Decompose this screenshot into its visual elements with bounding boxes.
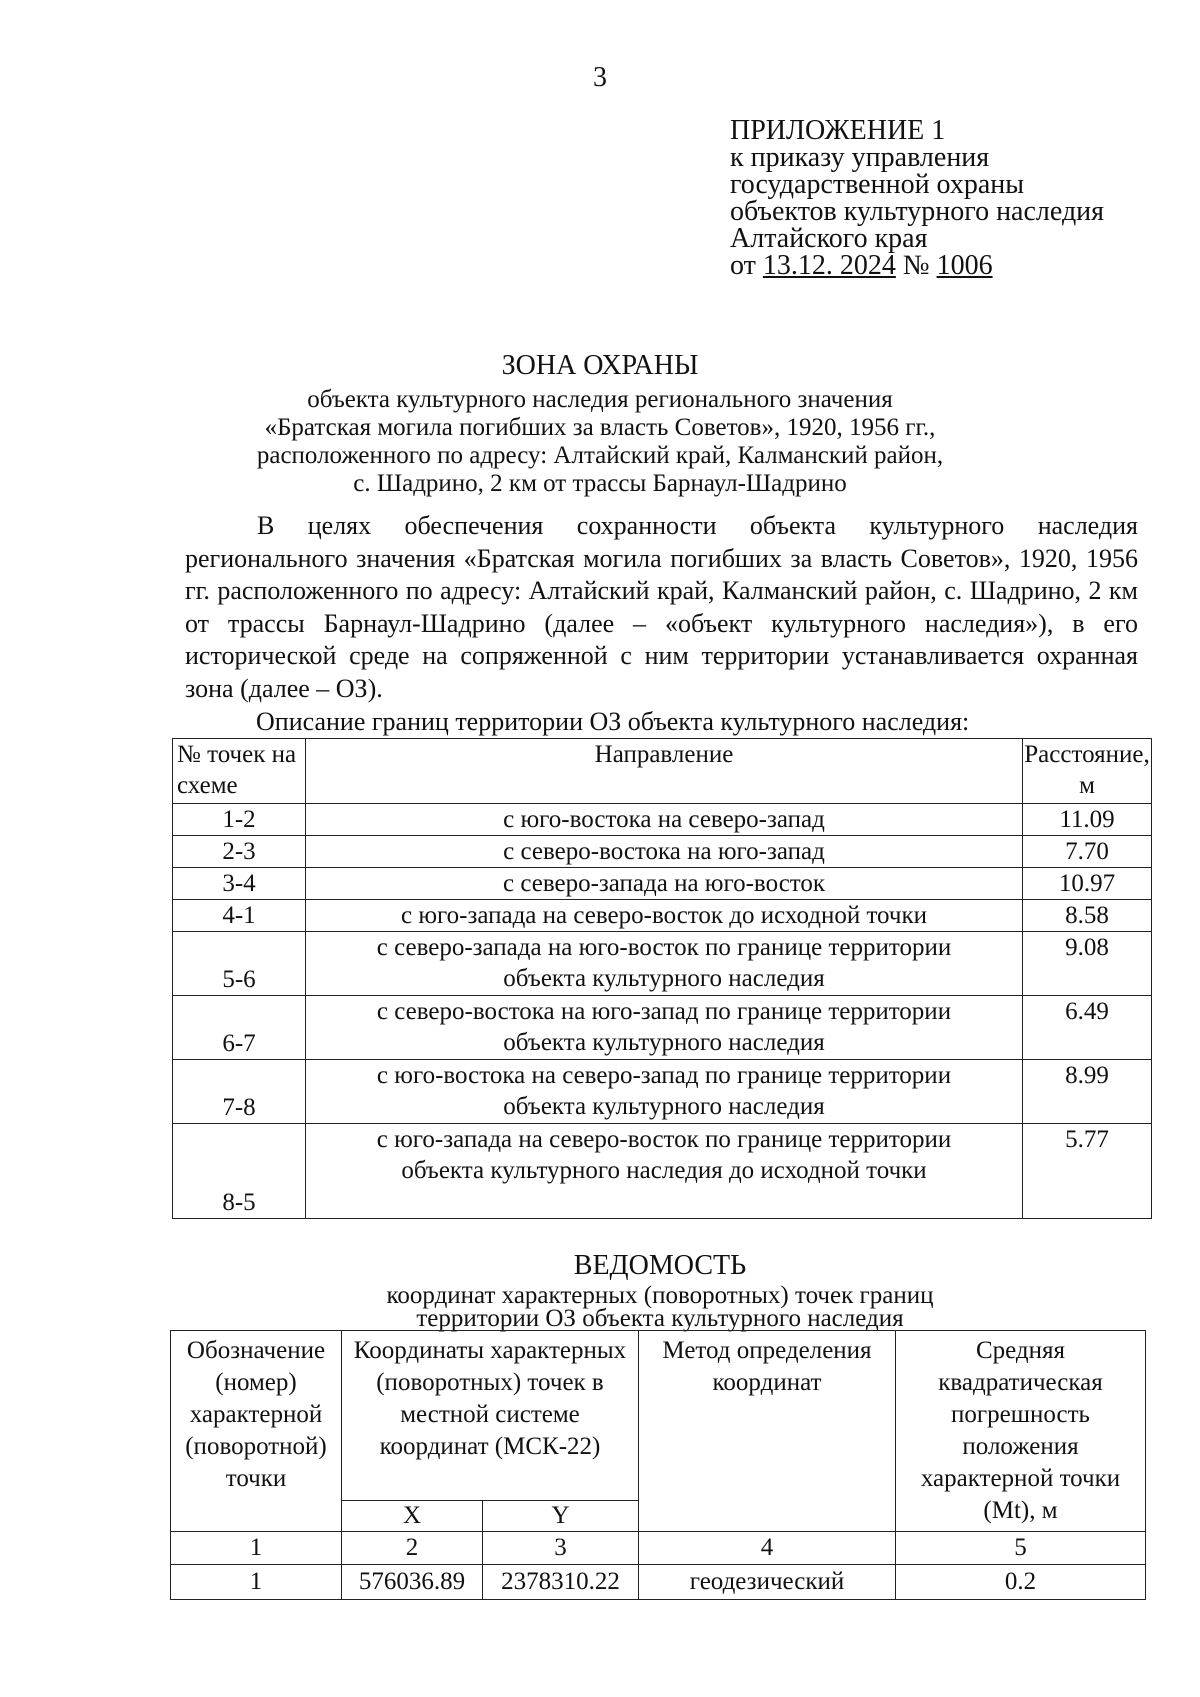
- cell-distance: 9.08: [1023, 932, 1152, 996]
- cell-points: 8-5: [173, 1124, 306, 1219]
- cell-direction: с юго-запада на северо-восток до исходной точки: [306, 900, 1023, 932]
- header-coordinates: Координаты характерных (поворотных) точек в местной системе координат (МСК-22): [342, 1331, 639, 1501]
- cell-points: 5-6: [173, 932, 306, 996]
- vedomost-subtitle-line: координат характерных (поворотных) точек границ: [386, 1282, 934, 1309]
- cell-direction: с северо-востока на юго-запад по границе территории объекта культурного наследия: [306, 996, 1023, 1060]
- coordinates-table: [170, 1330, 1146, 1600]
- table-header-row: [171, 1331, 1146, 1501]
- cell-direction: с юго-востока на северо-запад: [306, 804, 1023, 836]
- table-row: [173, 804, 1152, 836]
- column-number: 5: [896, 1532, 1146, 1565]
- cell-direction: с юго-востока на северо-запад по границе территории объекта культурного наследия: [306, 1060, 1023, 1124]
- column-number-row: [171, 1532, 1146, 1565]
- cell-point: 1: [171, 1565, 342, 1600]
- header-error: Средняя квадратическая погрешность положения характерной точки (Mt), м: [896, 1331, 1146, 1532]
- cell-points: 4-1: [173, 900, 306, 932]
- column-number: 4: [639, 1532, 896, 1565]
- appendix-title: ПРИЛОЖЕНИЕ 1: [730, 115, 946, 146]
- vedomost-subtitle-line: территории ОЗ объекта культурного наследия: [416, 1305, 904, 1332]
- table-row: [173, 900, 1152, 932]
- order-number: 1006: [936, 250, 993, 281]
- cell-direction: с северо-запада на юго-восток по границе территории объекта культурного наследия: [306, 932, 1023, 996]
- appendix-line: государственной охраны: [730, 169, 1025, 200]
- cell-y: 2378310.22: [483, 1565, 639, 1600]
- cell-points: 3-4: [173, 868, 306, 900]
- table-row: [173, 836, 1152, 868]
- column-number: 1: [171, 1532, 342, 1565]
- cell-error: 0.2: [896, 1565, 1146, 1600]
- appendix-line: объектов культурного наследия: [730, 196, 1105, 227]
- header-method: Метод определения координат: [639, 1331, 896, 1532]
- boundary-caption: Описание границ территории ОЗ объекта культурного наследия:: [256, 707, 970, 736]
- table-row: [173, 932, 1152, 996]
- appendix-header: [730, 117, 1104, 279]
- intro-text: В целях обеспечения сохранности объекта культурного наследия регионального значения «Братская могила погибших за власть Советов», 1920, 1956 гг. расположенного по адресу: Алтайский край, Калманский район, с. Шадрино, 2 км от трассы Барнаул-Шадрино (далее – «объект культурного наследия»), в его исторической среде на сопряженной с ним территории устанавливается охранная зона (далее – ОЗ).: [185, 511, 1138, 703]
- intro-paragraph: [185, 510, 1138, 705]
- cell-points: 1-2: [173, 804, 306, 836]
- number-sign: №: [902, 250, 930, 281]
- cell-distance: 10.97: [1023, 868, 1152, 900]
- cell-distance: 5.77: [1023, 1124, 1152, 1219]
- table-row: [173, 1060, 1152, 1124]
- cell-distance: 11.09: [1023, 804, 1152, 836]
- cell-direction: с северо-востока на юго-запад: [306, 836, 1023, 868]
- header-x: X: [342, 1501, 483, 1532]
- table-row: [173, 868, 1152, 900]
- header-points: № точек на схеме: [173, 739, 306, 804]
- zone-subtitle-line: расположенного по адресу: Алтайский край, Калманский район,: [256, 442, 944, 469]
- cell-points: 2-3: [173, 836, 306, 868]
- table-row: [171, 1565, 1146, 1600]
- table-header-row: [173, 739, 1152, 804]
- column-number: 2: [342, 1532, 483, 1565]
- cell-method: геодезический: [639, 1565, 896, 1600]
- header-y: Y: [483, 1501, 639, 1532]
- header-distance: Расстояние, м: [1023, 739, 1152, 804]
- cell-direction: с северо-запада на юго-восток: [306, 868, 1023, 900]
- cell-x: 576036.89: [342, 1565, 483, 1600]
- page-number: 3: [593, 62, 607, 93]
- date-prefix: от: [730, 250, 756, 281]
- column-number: 3: [483, 1532, 639, 1565]
- appendix-line: к приказу управления: [730, 142, 990, 173]
- header-direction: Направление: [306, 739, 1023, 804]
- cell-distance: 8.99: [1023, 1060, 1152, 1124]
- cell-distance: 8.58: [1023, 900, 1152, 932]
- cell-direction: с юго-запада на северо-восток по границе территории объекта культурного наследия до исходной точки: [306, 1124, 1023, 1219]
- cell-distance: 6.49: [1023, 996, 1152, 1060]
- order-date: 13.12. 2024: [762, 250, 896, 281]
- appendix-date-line: [730, 252, 1104, 279]
- appendix-line: Алтайского края: [730, 223, 928, 254]
- zone-subtitle-line: с. Шадрино, 2 км от трассы Барнаул-Шадрино: [353, 470, 847, 497]
- vedomost-title: ВЕДОМОСТЬ: [573, 1250, 747, 1281]
- zone-subtitle-line: объекта культурного наследия регионального значения: [307, 386, 893, 413]
- zone-subtitle-line: «Братская могила погибших за власть Советов», 1920, 1956 гг.,: [264, 414, 936, 441]
- header-designation: Обозначение (номер) характерной (поворотной) точки: [171, 1331, 342, 1532]
- table-row: [173, 1124, 1152, 1219]
- cell-distance: 7.70: [1023, 836, 1152, 868]
- cell-points: 6-7: [173, 996, 306, 1060]
- cell-points: 7-8: [173, 1060, 306, 1124]
- boundary-table: [172, 738, 1152, 1219]
- table-row: [173, 996, 1152, 1060]
- zone-title: ЗОНА ОХРАНЫ: [501, 350, 699, 381]
